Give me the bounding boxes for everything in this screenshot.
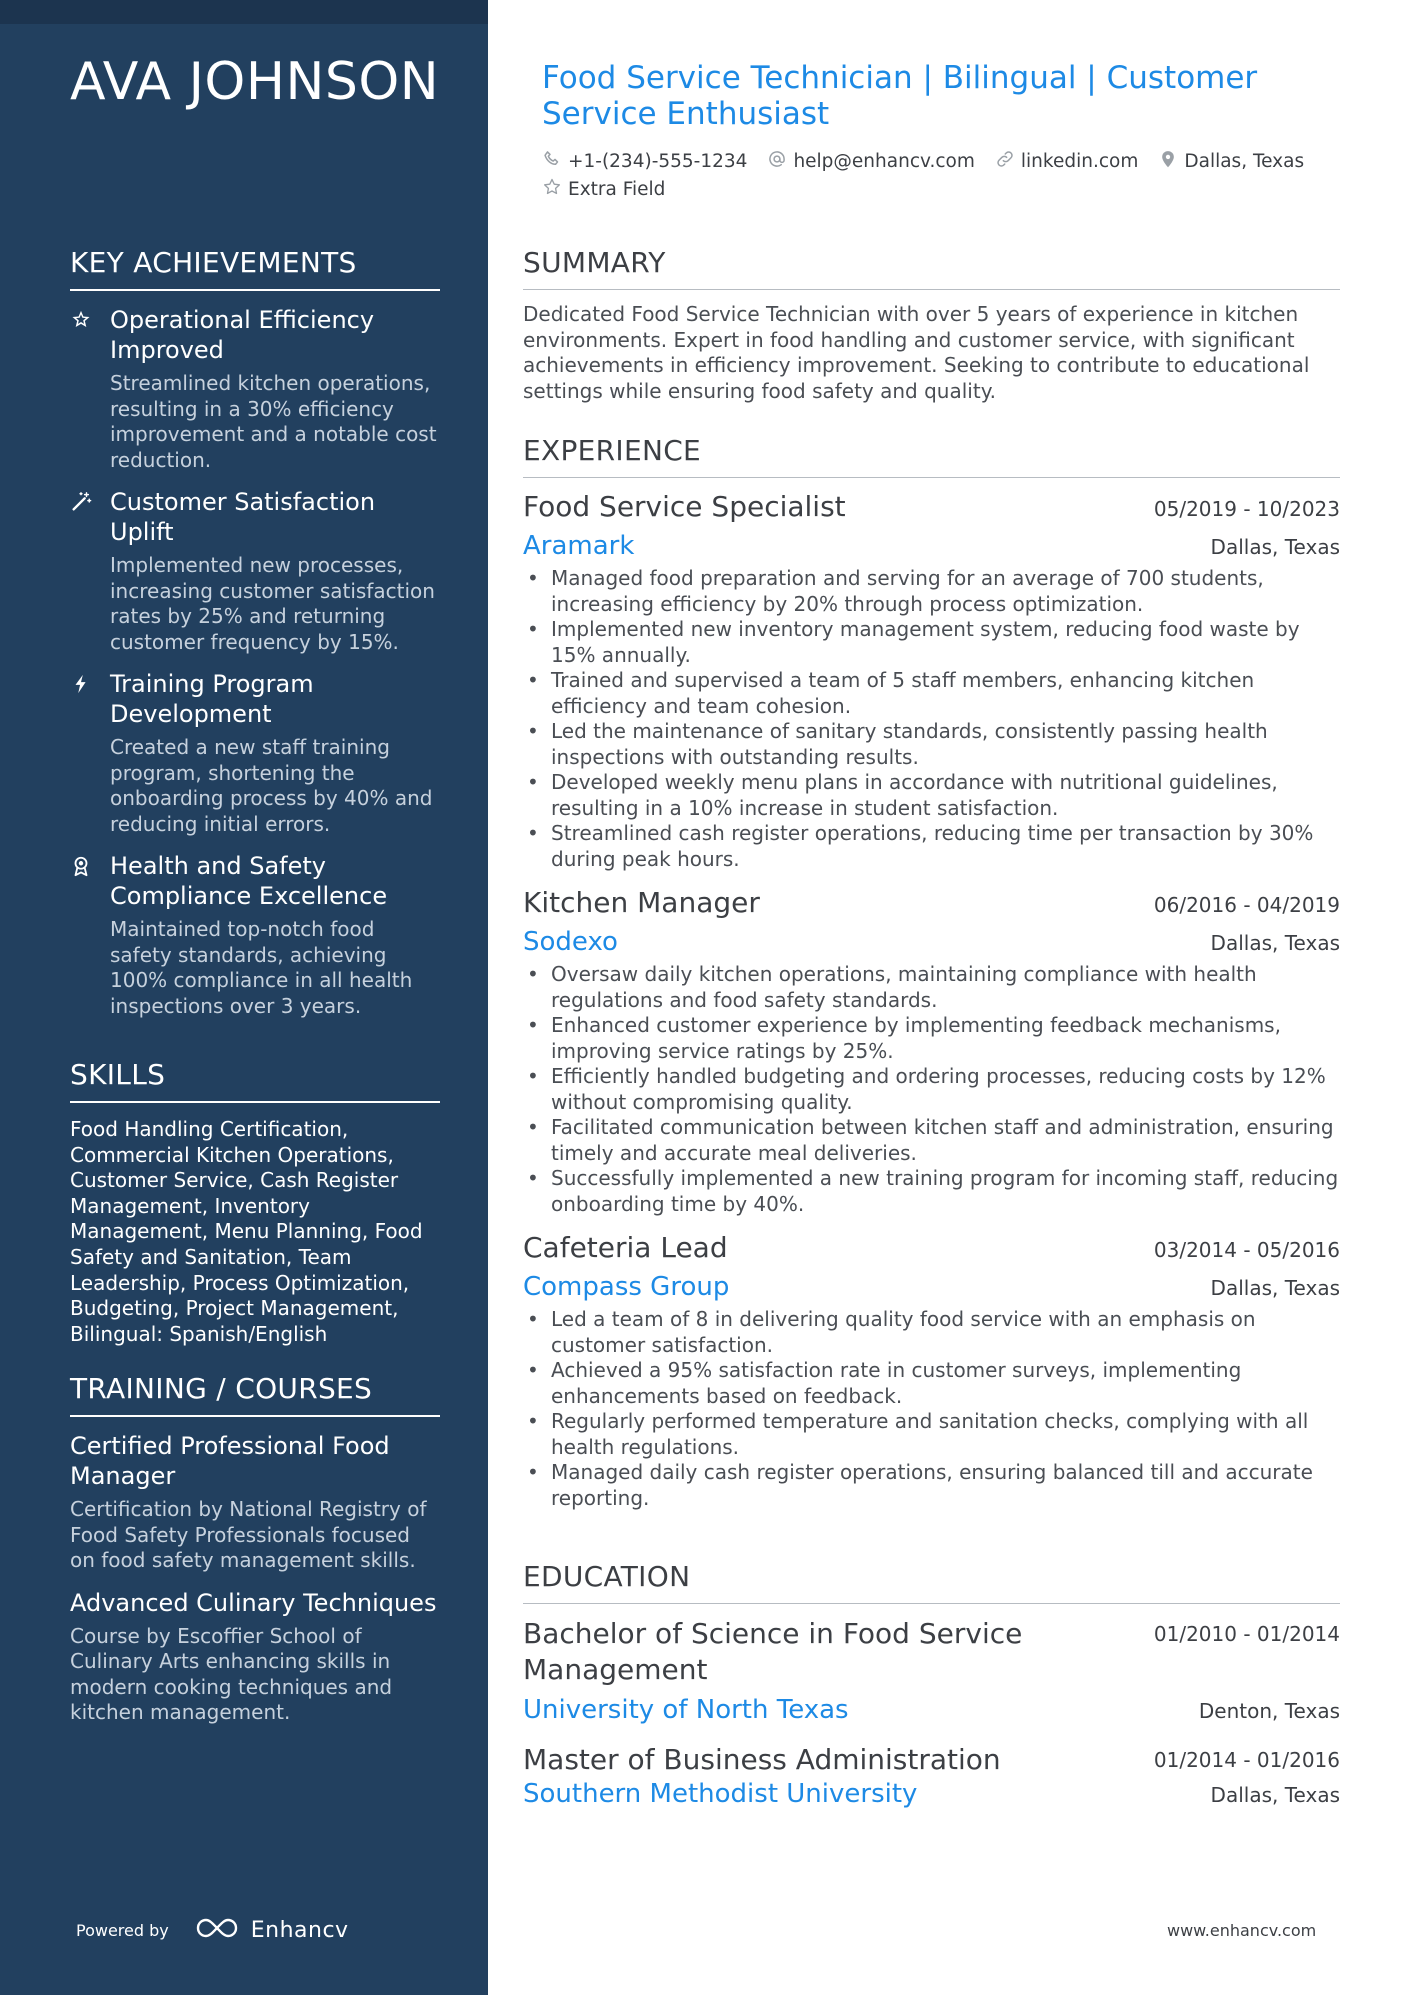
contact-bar — [542, 150, 1342, 200]
bullet-item: • Achieved a 95% satisfaction rate in customer surveys, implementing enhancements based on feedback. — [551, 1358, 1340, 1409]
achievement-description: Maintained top-notch food safety standards, achieving 100% compliance in all health inspections over 3 years. — [110, 917, 413, 1018]
location-text: Dallas, Texas — [1184, 150, 1305, 172]
key-achievements-section — [70, 246, 440, 1033]
achievement-title: Operational Efficiency Improved — [110, 306, 375, 364]
candidate-name: AVA JOHNSON — [70, 52, 440, 112]
achievement-description: Implemented new processes, increasing customer satisfaction rates by 25% and returning customer frequency by 15%. — [110, 553, 435, 654]
achievement-item — [70, 851, 440, 1019]
contact-location — [1158, 150, 1304, 172]
contact-email[interactable] — [767, 150, 974, 172]
linkedin-text: linkedin.com — [1020, 150, 1139, 172]
enhancv-logo-icon — [195, 1916, 241, 1944]
education-location: Denton, Texas — [1198, 1699, 1340, 1723]
course-description: Certification by National Registry of Food Safety Professionals focused on food safety management skills. — [70, 1497, 427, 1572]
contact-extra-field — [542, 178, 665, 200]
achievement-item — [70, 669, 440, 837]
job-entry — [523, 886, 1340, 1217]
training-courses-heading: TRAINING / COURSES — [70, 1372, 440, 1417]
job-company: Compass Group — [523, 1272, 730, 1302]
bullet-item: • Oversaw daily kitchen operations, maintaining compliance with health regulations and food safety standards. — [551, 962, 1340, 1013]
course-item — [70, 1431, 440, 1574]
summary-text: Dedicated Food Service Technician with over 5 years of experience in kitchen environments. Expert in food handling and customer service, with significant achievements in efficiency improvement. Seeking to contribute to educational settings while ensuring food safety and quality. — [523, 302, 1310, 403]
job-location: Dallas, Texas — [1210, 1276, 1340, 1300]
summary-section — [523, 246, 1340, 404]
achievement-title: Training Program Development — [110, 670, 314, 728]
course-title: Certified Professional Food Manager — [70, 1432, 390, 1490]
course-item — [70, 1588, 440, 1726]
job-bullets — [523, 566, 1340, 872]
sidebar-top-bar — [0, 0, 488, 24]
education-entry — [523, 1616, 1340, 1726]
achievement-item — [70, 487, 440, 655]
magic-wand-icon — [70, 487, 110, 655]
job-entry — [523, 490, 1340, 872]
star-medal-icon — [70, 305, 110, 473]
bullet-item: • Efficiently handled budgeting and ordering processes, reducing costs by 12% without compromising quality. — [551, 1064, 1340, 1115]
bullet-item: • Implemented new inventory management system, reducing food waste by 15% annually. — [551, 617, 1340, 668]
job-dates: 06/2016 - 04/2019 — [1153, 893, 1340, 917]
at-icon — [767, 149, 793, 174]
achievement-title: Customer Satisfaction Uplift — [110, 488, 376, 546]
bullet-item: • Facilitated communication between kitchen staff and administration, ensuring timely and accurate meal deliveries. — [551, 1115, 1340, 1166]
experience-heading: EXPERIENCE — [523, 434, 1340, 478]
job-location: Dallas, Texas — [1210, 931, 1340, 955]
skills-list: Food Handling Certification, Commercial Kitchen Operations, Customer Service, Cash Register Management, Inventory Management, Menu Planning, Food Safety and Sanitation, Team Leadership, Process Optimization, Budgeting, Project Management, Bilingual: Spanish/English — [70, 1117, 423, 1346]
contact-linkedin[interactable] — [995, 150, 1138, 172]
extra-field-text: Extra Field — [568, 178, 666, 200]
bullet-item: • Regularly performed temperature and sanitation checks, complying with all health regulations. — [551, 1409, 1340, 1460]
experience-section — [523, 434, 1340, 1525]
contact-phone[interactable] — [542, 150, 747, 172]
achievement-description: Created a new staff training program, shortening the onboarding process by 40% and reducing initial errors. — [110, 735, 433, 836]
bullet-item: • Developed weekly menu plans in accordance with nutritional guidelines, resulting in a 10% increase in student satisfaction. — [551, 770, 1340, 821]
degree-title: Bachelor of Science in Food Service Management — [523, 1617, 1023, 1686]
job-company: Aramark — [523, 531, 635, 561]
education-section — [523, 1560, 1340, 1826]
education-location: Dallas, Texas — [1210, 1783, 1340, 1807]
job-entry — [523, 1231, 1340, 1511]
bullet-item: • Managed food preparation and serving for an average of 700 students, increasing efficiency by 20% through process optimization. — [551, 566, 1340, 617]
job-dates: 05/2019 - 10/2023 — [1153, 497, 1340, 521]
education-dates: 01/2014 - 01/2016 — [1153, 1748, 1340, 1772]
education-dates: 01/2010 - 01/2014 — [1153, 1622, 1340, 1646]
powered-by-label: Powered by — [76, 1920, 169, 1940]
course-description: Course by Escoffier School of Culinary Arts enhancing skills in modern cooking techniques and kitchen management. — [70, 1623, 393, 1724]
education-heading: EDUCATION — [523, 1560, 1340, 1604]
bullet-item: • Streamlined cash register operations, reducing time per transaction by 30% during peak hours. — [551, 821, 1340, 872]
achievement-description: Streamlined kitchen operations, resulting in a 30% efficiency improvement and a notable cost reduction. — [110, 371, 437, 472]
award-ribbon-icon — [70, 851, 110, 1019]
job-role: Kitchen Manager — [523, 886, 760, 919]
summary-heading: SUMMARY — [523, 246, 1340, 290]
location-pin-icon — [1158, 149, 1184, 174]
footer-url[interactable]: www.enhancv.com — [1167, 1921, 1317, 1940]
degree-title: Master of Business Administration — [523, 1743, 1001, 1776]
bullet-item: • Led a team of 8 in delivering quality food service with an emphasis on customer satisfaction. — [551, 1307, 1340, 1358]
star-icon — [542, 177, 568, 202]
job-dates: 03/2014 - 05/2016 — [1153, 1238, 1340, 1262]
powered-by[interactable] — [76, 1916, 349, 1944]
course-title: Advanced Culinary Techniques — [70, 1588, 437, 1617]
bullet-item: • Managed daily cash register operations, ensuring balanced till and accurate reporting. — [551, 1460, 1340, 1511]
skills-heading: SKILLS — [70, 1058, 440, 1103]
achievement-item — [70, 305, 440, 473]
sidebar — [0, 0, 488, 1995]
key-achievements-heading: KEY ACHIEVEMENTS — [70, 246, 440, 291]
email-text: help@enhancv.com — [793, 150, 975, 172]
job-role: Cafeteria Lead — [523, 1231, 728, 1264]
job-bullets — [523, 1307, 1340, 1511]
achievement-title: Health and Safety Compliance Excellence — [110, 852, 388, 910]
bullet-item: • Led the maintenance of sanitary standards, consistently passing health inspections with outstanding results. — [551, 719, 1340, 770]
lightning-bolt-icon — [70, 669, 110, 837]
training-courses-section — [70, 1372, 440, 1740]
bullet-item: • Trained and supervised a team of 5 staff members, enhancing kitchen efficiency and team cohesion. — [551, 668, 1340, 719]
education-entry — [523, 1742, 1340, 1810]
headline: Food Service Technician | Bilingual | Customer Service Enthusiast — [542, 60, 1258, 132]
school-name: University of North Texas — [523, 1695, 849, 1725]
link-icon — [995, 149, 1021, 174]
phone-icon — [542, 149, 568, 174]
bullet-item: • Successfully implemented a new training program for incoming staff, reducing onboarding time by 40%. — [551, 1166, 1340, 1217]
school-name: Southern Methodist University — [523, 1779, 918, 1809]
job-company: Sodexo — [523, 927, 618, 957]
enhancv-brand: Enhancv — [250, 1917, 349, 1943]
job-bullets — [523, 962, 1340, 1217]
job-location: Dallas, Texas — [1210, 535, 1340, 559]
bullet-item: • Enhanced customer experience by implementing feedback mechanisms, improving service ratings by 25%. — [551, 1013, 1340, 1064]
job-role: Food Service Specialist — [523, 490, 846, 523]
skills-section — [70, 1058, 440, 1347]
phone-text: +1-(234)-555-1234 — [568, 150, 748, 172]
